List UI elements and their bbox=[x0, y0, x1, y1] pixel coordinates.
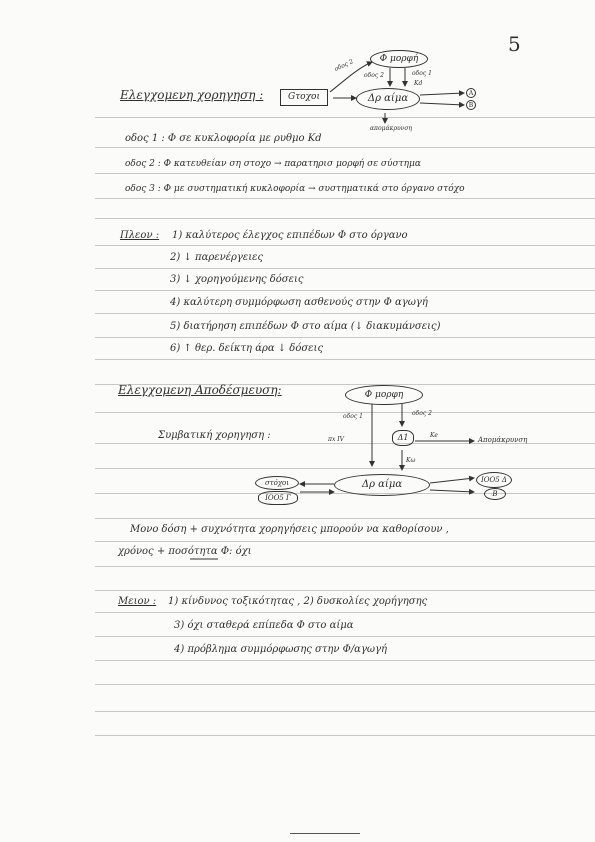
elimination-label: απομάκρυνση bbox=[370, 125, 413, 132]
kd-label: Kd bbox=[414, 80, 423, 87]
cons-item: 3) όχι σταθερά επίπεδα Φ στο αίμα bbox=[174, 620, 354, 631]
target-oval-2: στόχοι bbox=[255, 476, 299, 490]
route2-label: οδος 2 bbox=[333, 58, 355, 73]
cons-item: 4) πρόβλημα συμμόρφωσης στην Φ/αγωγή bbox=[174, 644, 388, 655]
route1-label: οδος 1 bbox=[412, 70, 432, 77]
target-sub-box: ΙΟΟ5 Γ bbox=[258, 491, 298, 505]
ke-label: Ke bbox=[430, 432, 438, 439]
blood-oval: Δρ αίμα bbox=[356, 88, 420, 110]
pros-item: 2) ↓ παρενέργειες bbox=[170, 252, 264, 263]
page-number: 5 bbox=[508, 32, 521, 56]
cons-label: Μειον : bbox=[118, 596, 157, 607]
output-b: B bbox=[466, 100, 476, 110]
elimination-label-2: Απομάκρυνση bbox=[478, 436, 528, 444]
route2b-label: οδος 2 bbox=[364, 72, 384, 79]
pros-label: Πλεον : bbox=[120, 230, 160, 241]
cons-item: 1) κίνδυνος τοξικότητας , 2) δυσκολίες χορήγησης bbox=[168, 596, 428, 607]
output-b-oval: B bbox=[484, 488, 506, 500]
drug-form-oval: Φ μορφή bbox=[370, 50, 428, 68]
route-line: οδος 1 : Φ σε κυκλοφορία με ρυθμο Kd bbox=[125, 133, 322, 144]
conventional-label: Συμβατική χορηγηση : bbox=[158, 430, 271, 441]
pros-item: 5) διατήρηση επιπέδων Φ στο αίμα (↓ διακυμάνσεις) bbox=[170, 321, 441, 332]
section2-title: Ελεγχομενη Αποδέσμευση: bbox=[118, 383, 282, 397]
route2-label-2: οδος 2 bbox=[412, 410, 432, 417]
pros-item: 3) ↓ χορηγούμενης δόσεις bbox=[170, 274, 304, 285]
kw-label: Kω bbox=[406, 457, 416, 464]
target-box: Gτoχoι bbox=[280, 89, 328, 106]
blood-oval-2: Δρ αίμα bbox=[334, 474, 430, 496]
pros-item: 4) καλύτερη συμμόρφωση ασθενούς στην Φ αγωγή bbox=[170, 297, 428, 308]
output-delta-oval: ΙΟΟ5 Δ bbox=[476, 472, 512, 488]
d1-box: Δ1 bbox=[392, 430, 414, 446]
pros-item: 6) ↑ θερ. δείκτη άρα ↓ δόσεις bbox=[170, 343, 324, 354]
route-line: οδος 2 : Φ κατευθείαν ση στοχο → παρατηρισ μορφή σε σύστημα bbox=[125, 159, 421, 169]
route1-label-2: οδος 1 bbox=[343, 413, 363, 420]
output-a: A bbox=[466, 88, 476, 98]
note-line-2: χρόνος + ποσότητα Φ: όχι bbox=[118, 546, 252, 557]
drug-form-oval-2: Φ μορφη bbox=[345, 385, 423, 405]
route-line: οδος 3 : Φ με συστηματική κυκλοφορία → συστηματικά στο όργανο στόχο bbox=[125, 184, 465, 194]
section1-title: Ελεγχομενη χορηγηση : bbox=[120, 88, 264, 102]
iv-label: πx IV bbox=[328, 436, 344, 443]
note-line-1: Μονο δόση + συχνότητα χορηγήσεις μπορούν να καθορίσουν , bbox=[130, 524, 449, 535]
pros-item: 1) καλύτερος έλεγχος επιπέδων Φ στο όργανο bbox=[172, 230, 408, 241]
